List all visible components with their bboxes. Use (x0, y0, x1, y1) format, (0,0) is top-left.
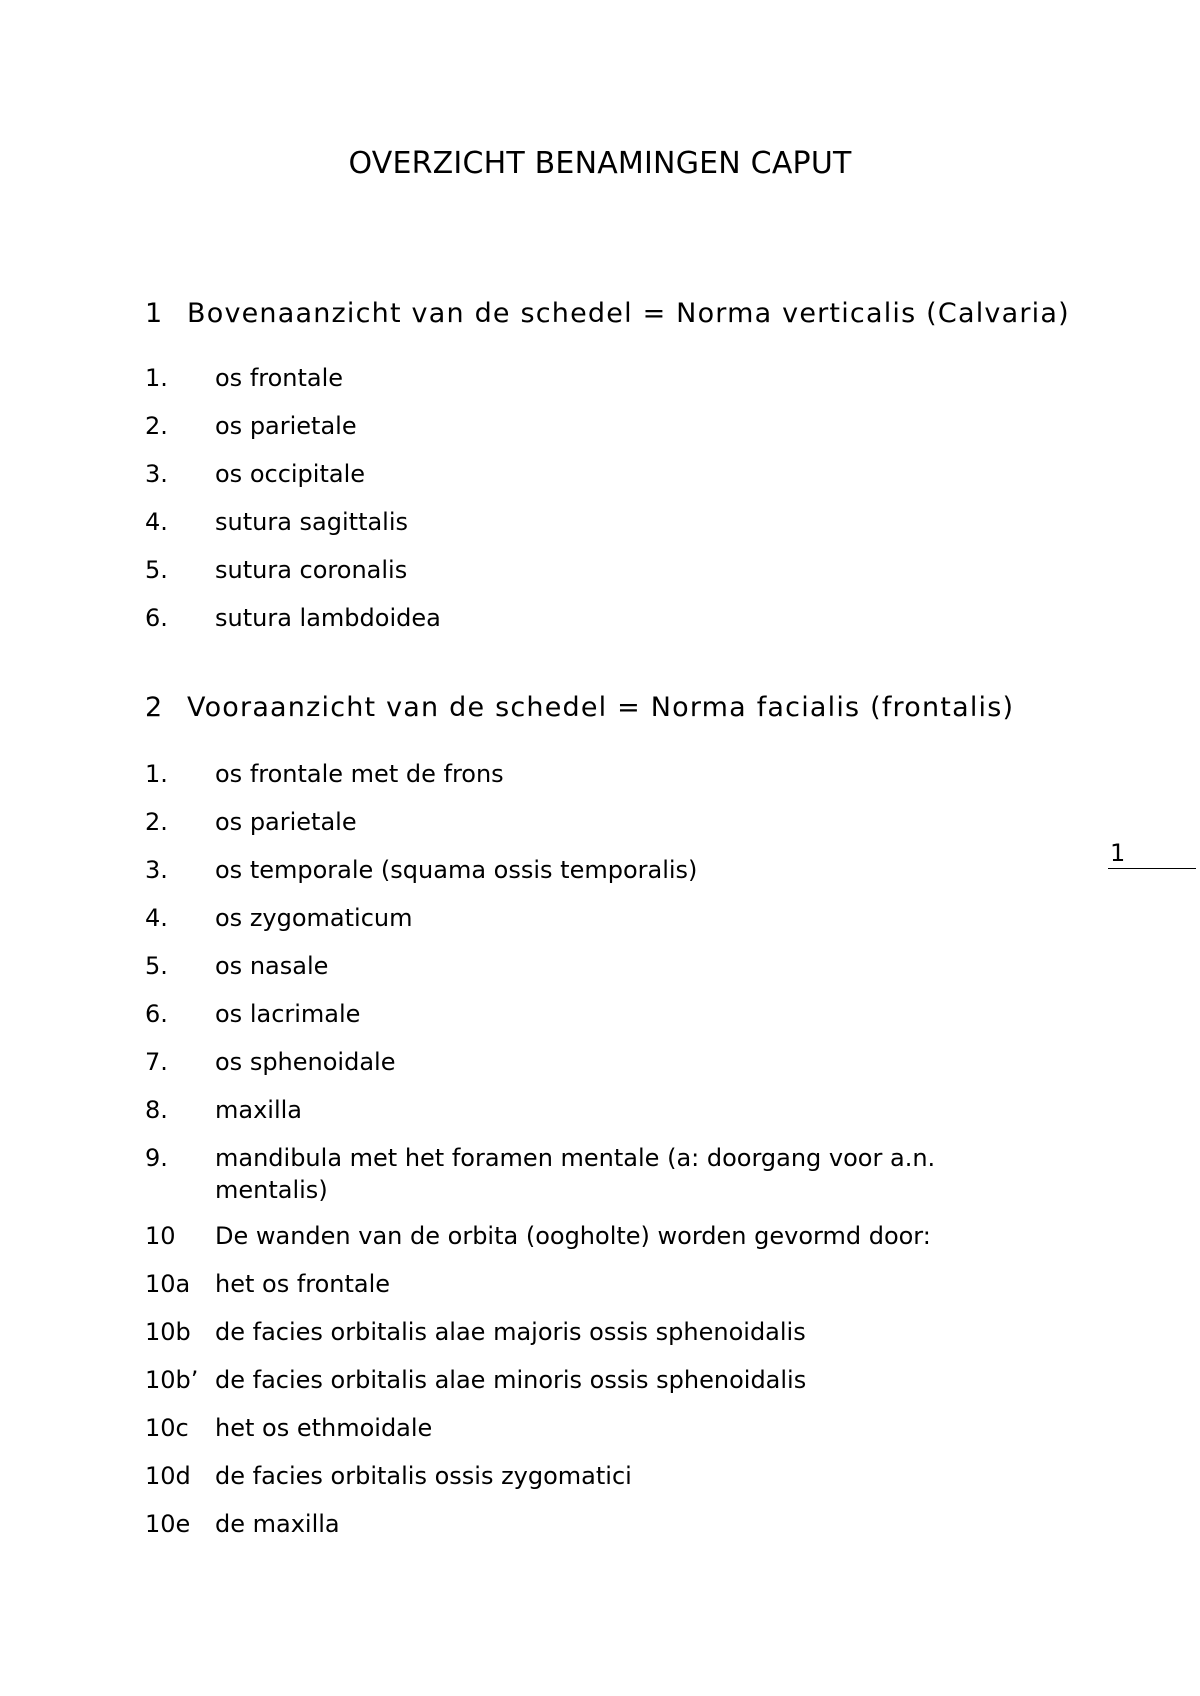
item-number: 2. (145, 412, 168, 440)
list-item (145, 1364, 1085, 1396)
section-number: 2 (145, 692, 164, 723)
item-text: os parietale (215, 808, 357, 836)
item-text: De wanden van de orbita (oogholte) worden gevormd door: (215, 1222, 931, 1250)
list-item (145, 602, 1085, 634)
item-text: het os ethmoidale (215, 1414, 433, 1442)
list-item (145, 1508, 1085, 1540)
list-item (145, 854, 1085, 886)
item-number: 4. (145, 508, 168, 536)
list-item (145, 1094, 1085, 1126)
item-text: os frontale (215, 364, 344, 392)
item-number: 10d (145, 1462, 191, 1490)
section-norma-facialis (145, 690, 1085, 1540)
list-item (145, 1220, 1085, 1252)
section-norma-verticalis (145, 296, 1085, 634)
item-text: de maxilla (215, 1510, 340, 1538)
list-item (145, 1142, 1085, 1206)
item-text: mandibula met het foramen mentale (a: doorgang voor a.n. mentalis) (215, 1144, 936, 1204)
item-text: os parietale (215, 412, 357, 440)
item-text: sutura coronalis (215, 556, 408, 584)
list-item (145, 1460, 1085, 1492)
list-item (145, 758, 1085, 790)
item-text: maxilla (215, 1096, 302, 1124)
bone-list (145, 758, 1085, 1540)
item-text: sutura sagittalis (215, 508, 409, 536)
section-heading (145, 690, 1085, 726)
item-text: os frontale met de frons (215, 760, 504, 788)
list-item (145, 806, 1085, 838)
item-text: het os frontale (215, 1270, 391, 1298)
page-title: OVERZICHT BENAMINGEN CAPUT (348, 146, 852, 181)
item-number: 9. (145, 1144, 168, 1172)
list-item (145, 902, 1085, 934)
section-title: Vooraanzicht van de schedel = Norma facialis (frontalis) (187, 692, 1015, 723)
item-number: 2. (145, 808, 168, 836)
item-text: os zygomaticum (215, 904, 413, 932)
item-number: 10b (145, 1318, 191, 1346)
list-item (145, 1412, 1085, 1444)
item-number: 7. (145, 1048, 168, 1076)
item-number: 3. (145, 856, 168, 884)
item-text: os nasale (215, 952, 329, 980)
list-item (145, 506, 1085, 538)
list-item (145, 410, 1085, 442)
item-number: 10 (145, 1222, 176, 1250)
item-number: 10a (145, 1270, 191, 1298)
item-number: 10c (145, 1414, 189, 1442)
list-item (145, 1316, 1085, 1348)
item-text: de facies orbitalis ossis zygomatici (215, 1462, 632, 1490)
item-text: os sphenoidale (215, 1048, 396, 1076)
item-number: 6. (145, 604, 168, 632)
bone-list (145, 362, 1085, 634)
item-number: 1. (145, 760, 168, 788)
item-number: 1. (145, 364, 168, 392)
item-text: de facies orbitalis alae majoris ossis sphenoidalis (215, 1318, 806, 1346)
item-number: 10e (145, 1510, 191, 1538)
section-heading (145, 296, 1085, 332)
item-text: os temporale (squama ossis temporalis) (215, 856, 698, 884)
item-text: os lacrimale (215, 1000, 361, 1028)
item-text: os occipitale (215, 460, 366, 488)
list-item (145, 1046, 1085, 1078)
item-number: 5. (145, 556, 168, 584)
item-text: de facies orbitalis alae minoris ossis sphenoidalis (215, 1366, 807, 1394)
list-item (145, 1268, 1085, 1300)
list-item (145, 950, 1085, 982)
item-number: 5. (145, 952, 168, 980)
list-item (145, 458, 1085, 490)
item-number: 6. (145, 1000, 168, 1028)
list-item (145, 554, 1085, 586)
item-text: sutura lambdoidea (215, 604, 441, 632)
item-number: 4. (145, 904, 168, 932)
section-title: Bovenaanzicht van de schedel = Norma verticalis (Calvaria) (187, 298, 1070, 329)
section-number: 1 (145, 298, 164, 329)
page-number-text: 1 (1110, 839, 1126, 867)
page-number (1108, 838, 1196, 869)
list-item (145, 998, 1085, 1030)
item-number: 8. (145, 1096, 168, 1124)
item-number: 3. (145, 460, 168, 488)
list-item (145, 362, 1085, 394)
item-number: 10b’ (145, 1366, 199, 1394)
